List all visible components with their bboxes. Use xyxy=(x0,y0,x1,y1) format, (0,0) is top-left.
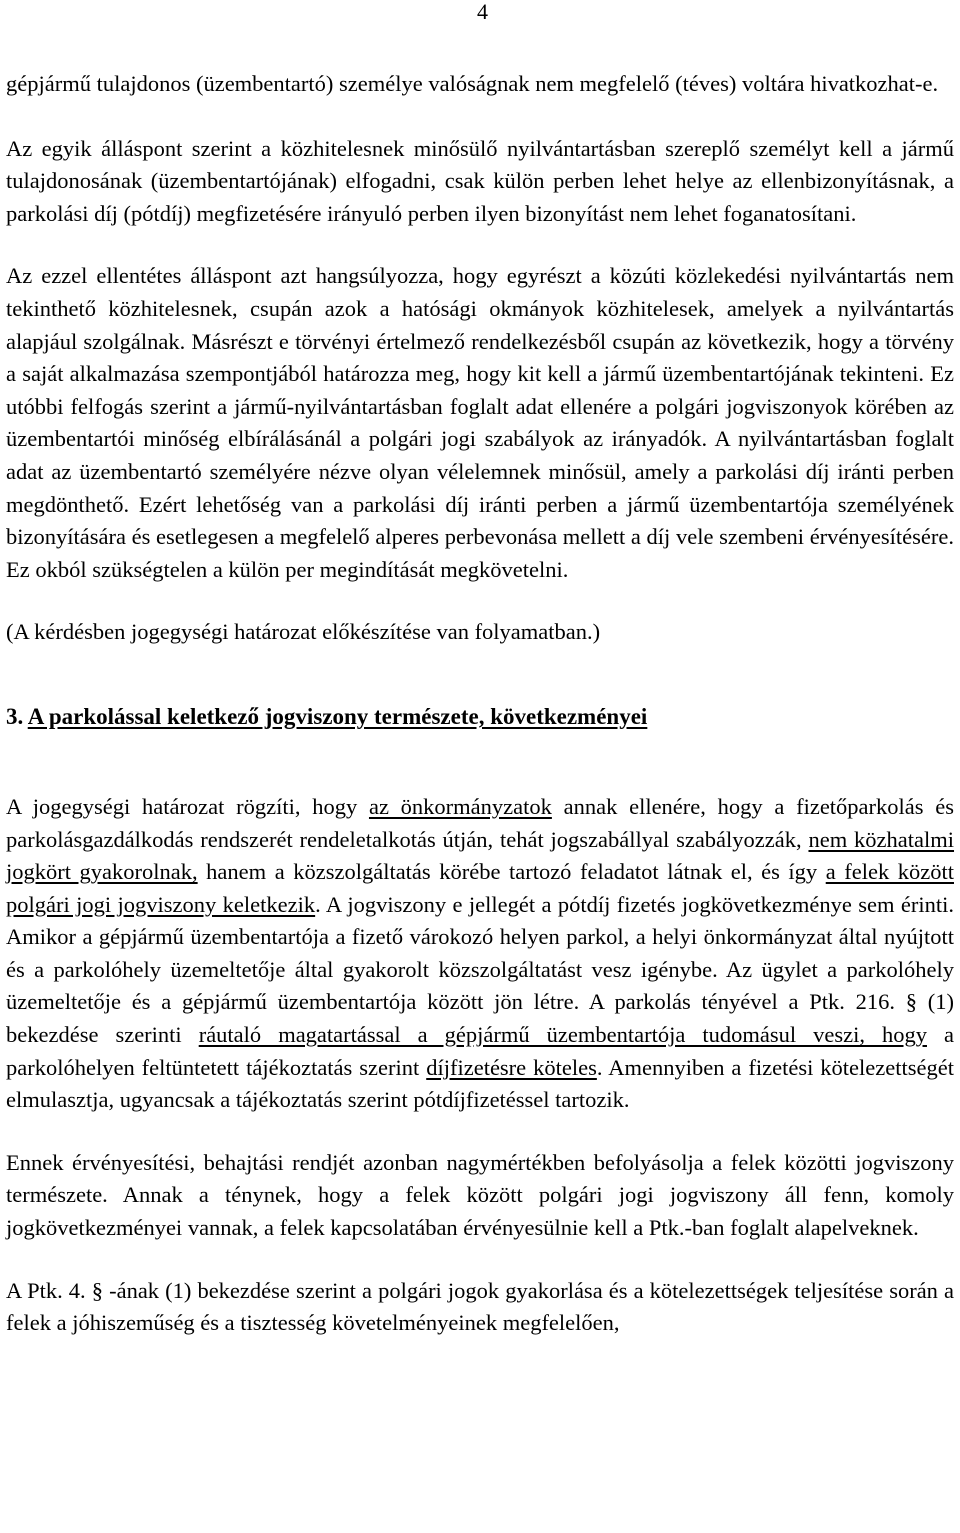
p5-text-2: annak ellenére, hogy a fizetőparkolás és parkolásgazdálkodás rendszerét rendeletalkotás útján, tehát jogszabállyal szabályozzák, xyxy=(6,793,954,852)
p5-underline-1: az önkormányzatok xyxy=(368,793,552,819)
p5-underline-5: díjfizetésre köteles xyxy=(426,1054,597,1080)
paragraph-6: Ennek érvényesítési, behajtási rendjét azonban nagymértékben befolyásolja a felek közötti jogviszony természete. Annak a ténynek, hogy a felek között polgári jogi jogviszony áll fenn, komoly jogkövetkezményei vannak, a felek kapcsolatában érvényesülnie kell a Ptk.-ban foglalt alapelveknek. xyxy=(6,1149,954,1241)
paragraph-1: gépjármű tulajdonos (üzembentartó) személye valóságnak nem megfelelő (téves) voltára hivatkozhat-e. xyxy=(6,71,939,96)
section-3-heading xyxy=(6,701,954,733)
page-number: 4 xyxy=(477,0,488,24)
p5-text-4: . A jogviszony e jellegét a pótdíj fizetés jogkövetkezménye sem érinti. Amikor a gépjármű üzembentartója a fizető várokozó helyen parkol, a helyi önkormányzat által nyújtott és a parkolóhely üzemeltetője által gyakorolt közszolgáltatást vesz igénybe. Az ügylet a parkolóhely üzemeltetője és a gépjármű üzembentartója között jön létre. A parkolás tényével a Ptk. 216. § (1) bekezdése szerinti xyxy=(6,891,954,1048)
p5-underline-3: a felek között polgári jogi jogviszony keletkezik xyxy=(6,859,954,917)
p5-text-6: . Amennyiben a fizetési kötelezettségét elmulasztja, ugyancsak a tájékoztatás szerint pótdíjfizetéssel tartozik. xyxy=(6,1054,954,1113)
section-3-number: 3. xyxy=(6,703,28,729)
p5-text-1: A jogegységi határozat rögzíti, hogy xyxy=(6,793,369,819)
p5-underline-4: ráutaló magatartással a gépjármű üzembentartója tudomásul veszi, hogy xyxy=(198,1022,927,1048)
paragraph-3: Az ezzel ellentétes álláspont azt hangsúlyozza, hogy egyrészt a közúti közlekedési nyilvántartás nem tekinthető közhitelesnek, csupán azok a hatósági okmányok közhitelesek, amelyek a nyilvántartás alapjául szolgálnak. Másrészt e törvényi értelmező rendelkezésből csupán az következik, hogy a törvény a saját alkalmazása szempontjából határozza meg, hogy kit kell a jármű üzembentartójának tekinteni. Ez utóbbi felfogás szerint a jármű-nyilvántartásban foglalt adat ellenére a polgári jogviszonyok körében az üzembentartói minőség elbírálásánál a polgári jogi szabályok az irányadók. A nyilvántartásban foglalt adat az üzembentartó személyére nézve olyan vélelemnek minősül, amely a parkolási díj iránti perben megdönthető. Ezért lehetőség van a parkolási díj iránti perben a jármű üzembentartója személyének bizonyítására és esetlegesen a megfelelő alperes perbevonása mellett a díj vele szembeni érvényesítésére. Ez okból szükségtelen a külön per megindítását megkövetelni. xyxy=(6,263,954,582)
paragraph-2: Az egyik álláspont szerint a közhitelesnek minősülő nyilvántartásban szereplő személyt kell a jármű tulajdonosának (üzembentartójának) elfogadni, csak külön perben lehet helye az ellenbizonyításnak, a parkolási díj (pótdíj) megfizetésére irányuló perben ilyen bizonyítást nem lehet foganatosítani. xyxy=(6,135,954,226)
p5-underline-2: nem közhatalmi jogkört gyakorolnak, xyxy=(6,826,955,885)
section-3-title: A parkolással keletkező jogviszony természete, következményei xyxy=(27,703,648,729)
document-body xyxy=(6,68,954,1340)
paragraph-5 xyxy=(6,791,954,1117)
paragraph-4-note: (A kérdésben jogegységi határozat előkészítése van folyamatban.) xyxy=(6,619,601,645)
paragraph-7: A Ptk. 4. § -ának (1) bekezdése szerint a polgári jogok gyakorlása és a kötelezettségek teljesítése során a felek a jóhiszeműség és a tisztesség követelményeinek megfelelően, xyxy=(6,1277,954,1336)
p5-text-5: a parkolóhelyen feltüntetett tájékoztatás szerint xyxy=(6,1022,954,1080)
p5-text-3: hanem a közszolgáltatás körébe tartozó feladatot látnak el, és így xyxy=(197,859,826,885)
